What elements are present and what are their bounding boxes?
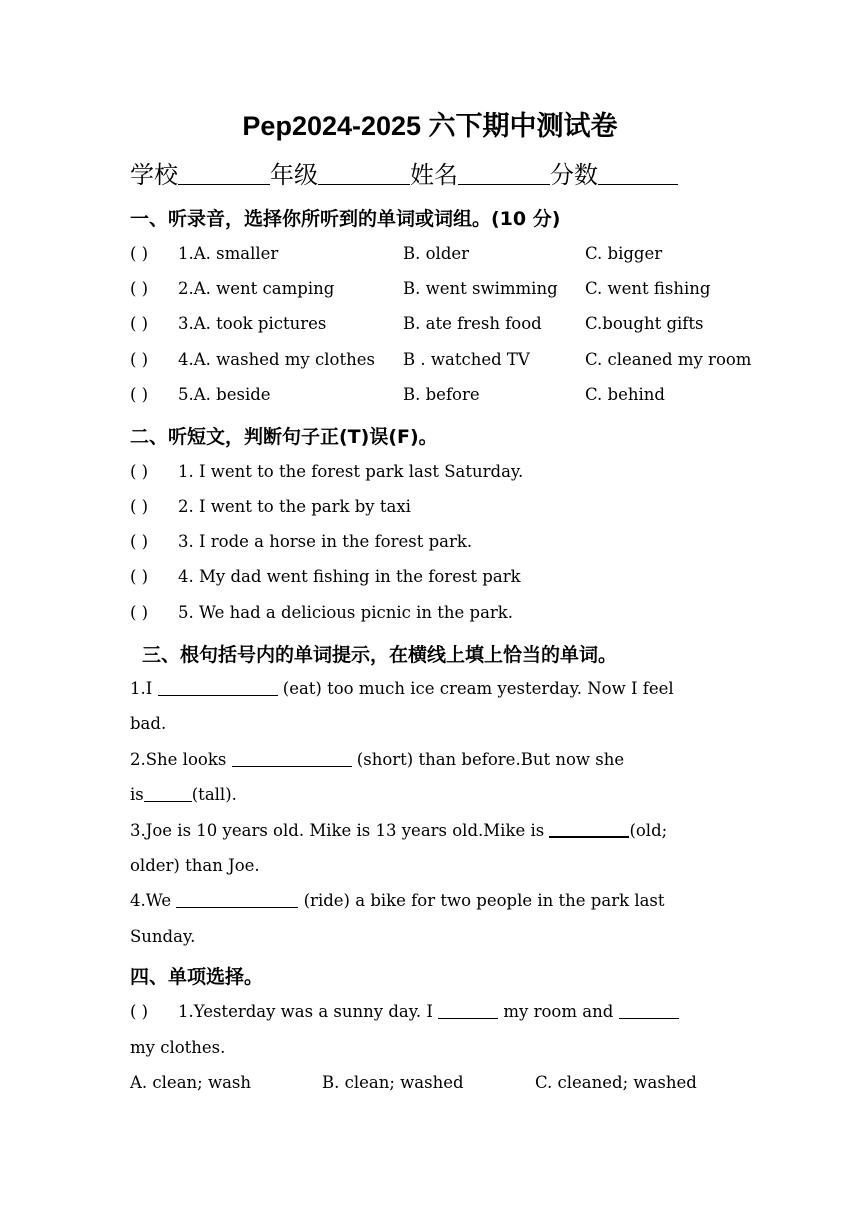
statement-text: 1. I went to the forest park last Saturday. [178,462,524,481]
section3-heading: 三、根句括号内的单词提示，在横线上填上恰当的单词。 [142,644,618,666]
option-b: B. went swimming [403,279,558,298]
option-b: B. ate fresh food [403,314,542,333]
answer-blank[interactable] [176,891,298,908]
option-a: 4.A. washed my clothes [178,350,375,369]
option-c: C. bigger [585,244,663,263]
question-text: 3.Joe is 10 years old. Mike is 13 years old.Mike is [130,821,550,840]
option-c: C. behind [585,385,665,404]
question-text: 2.She looks [130,750,232,769]
statement-text: 5. We had a delicious picnic in the park. [178,603,514,622]
answer-bracket[interactable]: ( ) [130,462,149,481]
option-b: B. before [403,385,480,404]
option-a: 1.A. smaller [178,244,279,263]
option-c: C.bought gifts [585,314,704,333]
question-text: 4.We [130,891,177,910]
question-text: is [130,785,144,804]
school-blank[interactable] [178,158,270,185]
statement-text: 4. My dad went fishing in the forest park [178,567,521,586]
answer-bracket[interactable]: ( ) [130,350,149,369]
question-text: (old; [629,821,668,840]
option-b: B. clean; washed [322,1073,464,1092]
name-label: 姓名 [410,161,458,189]
school-label: 学校 [130,161,178,189]
fill-question-3 [130,820,667,840]
question-text: (tall). [191,785,237,804]
fill-question-4-cont: Sunday. [130,927,196,946]
section1-heading: 一、听录音，选择你所听到的单词或词组。(10 分) [130,208,561,230]
fill-question-2-cont [130,785,237,804]
answer-bracket[interactable]: ( ) [130,497,149,516]
answer-blank[interactable] [232,750,352,767]
score-blank[interactable] [598,158,678,185]
student-info-line [130,155,678,190]
answer-blank[interactable] [549,820,629,838]
question-text: (ride) a bike for two people in the park last [298,891,665,910]
option-c: C. cleaned; washed [535,1073,697,1092]
grade-blank[interactable] [318,158,410,185]
answer-bracket[interactable]: ( ) [130,314,149,333]
answer-bracket[interactable]: ( ) [130,385,149,404]
section4-heading: 四、单项选择。 [130,966,264,988]
statement-text: 3. I rode a horse in the forest park. [178,532,473,551]
fill-question-1 [130,679,674,698]
option-a: 3.A. took pictures [178,314,327,333]
fill-question-2 [130,750,624,769]
question-text: (eat) too much ice cream yesterday. Now I feel [277,679,674,698]
fill-question-3-cont: older) than Joe. [130,856,260,875]
answer-bracket[interactable]: ( ) [130,603,149,622]
statement-text: 2. I went to the park by taxi [178,497,411,516]
option-c: C. went fishing [585,279,711,298]
answer-blank[interactable] [158,679,278,696]
option-b: B . watched TV [403,350,530,369]
choice-question-1-cont: my clothes. [130,1038,226,1057]
question-text: 1.Yesterday was a sunny day. I my room and [178,1002,679,1021]
answer-blank[interactable] [144,785,192,802]
fill-question-1-cont: bad. [130,714,167,733]
option-a: A. clean; wash [130,1073,252,1092]
answer-blank[interactable] [438,1002,498,1019]
answer-bracket[interactable]: ( ) [130,244,149,263]
section2-heading: 二、听短文，判断句子正(T)误(F)。 [130,426,438,448]
grade-label: 年级 [270,161,318,189]
answer-bracket[interactable]: ( ) [130,1002,149,1021]
option-b: B. older [403,244,470,263]
option-c: C. cleaned my room [585,350,752,369]
question-text: 1.I [130,679,158,698]
page-title: Pep2024-2025 六下期中测试卷 [242,111,618,141]
score-label: 分数 [550,161,598,189]
answer-blank[interactable] [619,1002,679,1019]
answer-bracket[interactable]: ( ) [130,532,149,551]
answer-bracket[interactable]: ( ) [130,567,149,586]
question-text: (short) than before.But now she [351,750,625,769]
answer-bracket[interactable]: ( ) [130,279,149,298]
option-a: 2.A. went camping [178,279,335,298]
name-blank[interactable] [458,158,550,185]
option-a: 5.A. beside [178,385,271,404]
fill-question-4 [130,891,665,910]
